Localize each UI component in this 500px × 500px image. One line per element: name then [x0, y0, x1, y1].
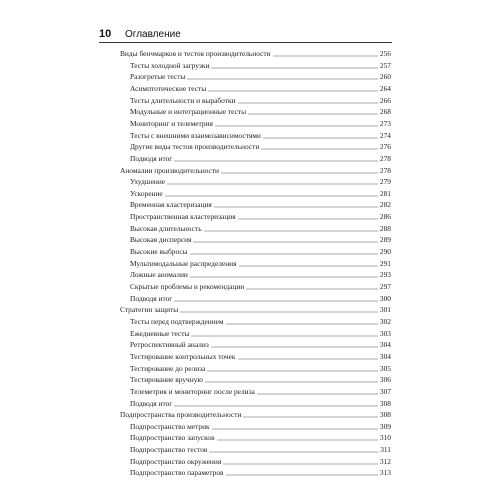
toc-entry-title: Подводя итог	[130, 293, 173, 303]
toc-entry-title: Подпространства производительности	[120, 410, 242, 420]
toc-entry-page: 308	[379, 398, 391, 408]
toc-entry-title: Ускорение	[130, 188, 163, 198]
toc-entry-title: Подводя итог	[130, 398, 173, 408]
toc-entry	[130, 339, 391, 350]
toc-entry-title: Стратегии защиты	[120, 305, 179, 315]
toc-entry-page: 268	[379, 107, 391, 117]
toc-dot-leader	[221, 172, 378, 174]
toc-entry	[130, 293, 391, 304]
toc-entry-title: Аномалии производительности	[120, 165, 219, 175]
toc-dot-leader	[238, 358, 378, 360]
toc-entry	[130, 374, 391, 385]
toc-dot-leader	[273, 55, 378, 57]
toc-entry	[130, 188, 391, 199]
toc-entry-page: 313	[379, 468, 391, 478]
toc-dot-leader	[223, 463, 378, 465]
toc-entry-title: Мультимодальные распределения	[130, 258, 237, 268]
toc-entry-title: Ложные аномалии	[130, 270, 188, 280]
toc-entry-title: Подпространство запусков	[130, 433, 215, 443]
toc-entry-page: 282	[379, 200, 391, 210]
toc-dot-leader	[205, 381, 378, 383]
toc-entry-page: 279	[379, 177, 391, 187]
toc-dot-leader	[226, 474, 378, 476]
toc-entry	[130, 467, 391, 478]
toc-dot-leader	[167, 183, 378, 185]
toc-entry	[130, 199, 391, 210]
toc-entry-page: 301	[379, 305, 391, 315]
toc-entry-page: 256	[379, 49, 391, 58]
toc-entry-title: Подпространство параметров	[130, 468, 224, 478]
toc-entry	[130, 386, 391, 397]
toc-entry	[120, 165, 391, 176]
toc-dot-leader	[190, 276, 378, 278]
toc-entry-title: Ежедневные тесты	[130, 328, 190, 338]
toc-dot-leader	[257, 393, 378, 395]
toc-entry-title: Модульные и интеграционные тесты	[130, 107, 247, 117]
toc-entry	[130, 83, 391, 94]
toc-entry	[130, 316, 391, 327]
toc-dot-leader	[187, 78, 377, 80]
toc-dot-leader	[193, 241, 377, 243]
toc-entry-title: Разогретые тесты	[130, 72, 186, 82]
toc-entry-page: 310	[379, 433, 391, 443]
toc-entry	[130, 444, 391, 455]
toc-dot-leader	[191, 335, 377, 337]
toc-entry	[130, 176, 391, 187]
toc-entry	[120, 48, 391, 59]
toc-entry	[130, 153, 391, 164]
toc-entry	[130, 328, 391, 339]
toc-entry-title: Временная кластеризация	[130, 200, 212, 210]
toc-dot-leader	[211, 346, 378, 348]
toc-dot-leader	[174, 160, 378, 162]
toc-entry-title: Подпространство тестов	[130, 445, 208, 455]
toc-entry-page: 293	[379, 270, 391, 280]
toc-entry-page: 278	[379, 165, 391, 175]
toc-dot-leader	[263, 137, 378, 139]
toc-entry	[130, 456, 391, 467]
toc-entry-page: 291	[379, 258, 391, 268]
toc-entry-page: 297	[379, 282, 391, 291]
toc-entry-page: 274	[379, 130, 391, 140]
toc-entry-page: 288	[379, 223, 391, 233]
toc-entry-page: 309	[379, 421, 391, 431]
toc-entry	[130, 246, 391, 257]
toc-entry-title: Тесты холодной загрузки	[130, 60, 210, 70]
toc-entry-title: Ретроспективный анализ	[130, 340, 209, 350]
toc-dot-leader	[239, 265, 378, 267]
toc-entry-page: 260	[379, 72, 391, 82]
toc-entry-page: 281	[379, 188, 391, 198]
toc-entry-title: Виды бенчмарков и тестов производительности	[120, 49, 271, 58]
toc-entry-page: 264	[379, 83, 391, 93]
toc-dot-leader	[211, 67, 378, 69]
toc-entry-title: Пространственная кластеризация	[130, 212, 236, 222]
toc-entry-page: 276	[379, 142, 391, 152]
toc-dot-leader	[180, 311, 378, 313]
toc-entry-title: Тестирование контрольных точек	[130, 351, 236, 361]
toc-entry	[130, 398, 391, 409]
toc-dot-leader	[190, 253, 378, 255]
toc-dot-leader	[243, 416, 378, 418]
toc-entry-title: Высокая длительность	[130, 223, 202, 233]
toc-entry-title: Тестирование до релиза	[130, 363, 206, 373]
toc-entry-title: Подпространство окружения	[130, 456, 222, 466]
running-header	[99, 27, 391, 42]
toc-entry-title: Тесты длительности и выработки	[130, 95, 236, 105]
toc-entry	[130, 223, 391, 234]
toc-dot-leader	[226, 323, 378, 325]
toc-entry	[130, 269, 391, 280]
toc-dot-leader	[214, 206, 378, 208]
toc-entry-title: Высокая дисперсия	[130, 235, 192, 245]
toc-entry-page: 312	[379, 456, 391, 466]
toc-entry-page: 302	[379, 316, 391, 326]
toc-entry-page: 305	[379, 363, 391, 373]
toc-entry-page: 304	[379, 351, 391, 361]
header-rule	[99, 42, 392, 43]
toc-dot-leader	[217, 439, 378, 441]
toc-entry-title: Другие виды тестов производительности	[130, 142, 260, 152]
toc-entry-title: Скрытые проблемы и рекомендации	[130, 282, 245, 291]
toc-dot-leader	[165, 195, 378, 197]
toc-entry-title: Тесты перед подтверждением	[130, 316, 224, 326]
toc-entry	[130, 211, 391, 222]
toc-entry	[120, 304, 391, 315]
toc-entry-page: 286	[379, 212, 391, 222]
toc-dot-leader	[212, 428, 378, 430]
toc-entry	[130, 71, 391, 82]
toc-entry	[130, 60, 391, 71]
toc-entry-page: 304	[379, 340, 391, 350]
toc-dot-leader	[208, 90, 378, 92]
toc-entry	[130, 234, 391, 245]
toc-dot-leader	[261, 148, 378, 150]
toc-entry-title: Тестирование вручную	[130, 375, 203, 385]
toc-dot-leader	[246, 288, 378, 290]
toc-entry-title: Мониторинг и телеметрия	[130, 118, 213, 128]
toc-entry	[130, 351, 391, 362]
toc-entry-page: 290	[379, 247, 391, 257]
toc-dot-leader	[238, 218, 378, 220]
toc-entry-page: 311	[380, 445, 391, 455]
toc-entry-title: Подпространство метрик	[130, 421, 210, 431]
toc-entry-page: 266	[379, 95, 391, 105]
toc-entry	[130, 106, 391, 117]
toc-entry	[120, 409, 391, 420]
toc-entry	[130, 281, 391, 292]
toc-entry	[130, 432, 391, 443]
toc-entry-page: 306	[379, 375, 391, 385]
toc-entry	[130, 258, 391, 269]
toc-entry-page: 300	[379, 293, 391, 303]
page-number: 10	[99, 28, 112, 40]
toc-dot-leader	[209, 451, 378, 453]
toc-entry-page: 273	[379, 118, 391, 128]
toc-entry-page: 257	[379, 60, 391, 70]
toc-dot-leader	[238, 102, 378, 104]
running-title: Оглавление	[125, 29, 181, 40]
toc-entry-title: Высокие выбросы	[130, 247, 188, 257]
toc-entry-title: Ухудшение	[130, 177, 166, 187]
toc-entry-page: 307	[379, 386, 391, 396]
toc-entry-page: 278	[379, 153, 391, 163]
toc-dot-leader	[204, 230, 378, 232]
toc-entry-title: Тесты с внешними взаимозависимостями	[130, 130, 261, 140]
toc-entry-title: Телеметрия и мониторинг после релиза	[130, 386, 255, 396]
toc-entry-page: 289	[379, 235, 391, 245]
toc-entry-title: Асимптотические тесты	[130, 83, 207, 93]
toc-entry-page: 308	[379, 410, 391, 420]
toc-entry-title: Подводя итог	[130, 153, 173, 163]
toc-dot-leader	[174, 405, 378, 407]
toc-dot-leader	[207, 370, 378, 372]
toc-entry	[130, 363, 391, 374]
toc-dot-leader	[215, 125, 378, 127]
toc-entry	[130, 421, 391, 432]
toc-entry	[130, 118, 391, 129]
toc-entry	[130, 95, 391, 106]
toc-entry	[130, 141, 391, 152]
toc-dot-leader	[174, 300, 378, 302]
toc-entry-page: 303	[379, 328, 391, 338]
toc-dot-leader	[248, 113, 378, 115]
toc-entry	[130, 130, 391, 141]
